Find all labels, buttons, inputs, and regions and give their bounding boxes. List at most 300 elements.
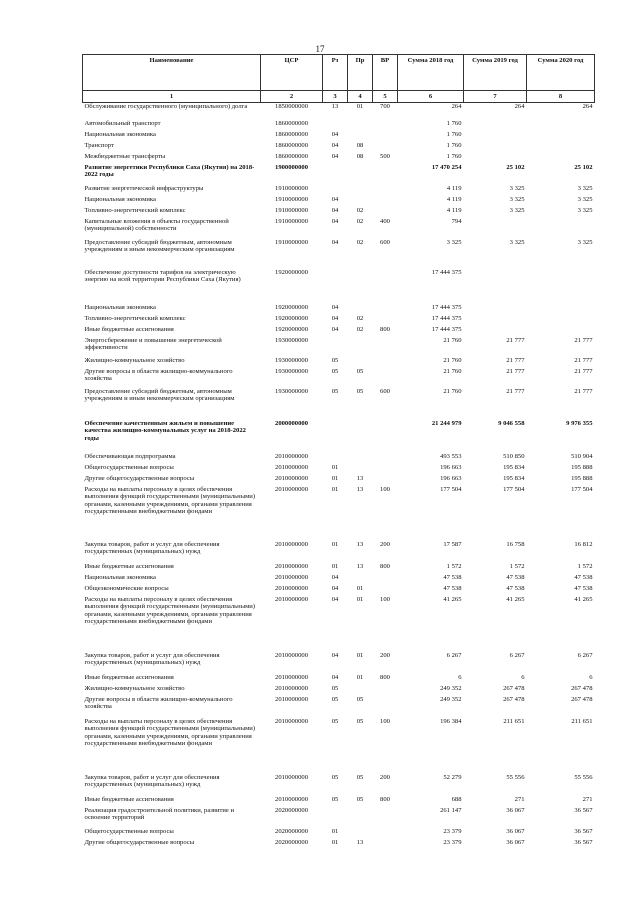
row-sum-2020: 47 538 [574,584,593,592]
table-row [83,453,595,464]
row-sum-2018: 21 760 [443,387,462,395]
row-rz: 05 [331,367,339,375]
row-vr [373,196,398,207]
row-sum-2020: 510 904 [571,452,593,460]
row-rz: 01 [331,838,339,846]
row-vr [373,453,398,464]
row-sum-2018: 1 572 [446,562,462,570]
row-pr: 01 [356,584,364,592]
row-sum-2020: 211 651 [571,717,593,725]
row-sum-2019: 264 [514,103,525,110]
table-row [83,807,595,828]
row-csr: 2000000000 [275,419,308,427]
row-csr: 1930000000 [275,356,308,364]
row-csr: 2010000000 [275,695,308,703]
table-row [83,120,595,131]
row-sum-2020: 21 777 [574,336,593,344]
row-sum-2019: 6 267 [509,651,525,659]
row-pr [348,828,373,839]
row-sum-2020: 3 325 [577,195,593,203]
row-sum-2018: 23 379 [443,827,462,835]
row-sum-2020: 36 567 [574,838,593,846]
row-name: Жилищно-коммунальное хозяйство [84,684,185,692]
row-csr: 1920000000 [275,314,308,322]
table-row [83,420,595,453]
row-sum-2019: 41 265 [506,595,525,603]
row-name: Общеэкономические вопросы [84,584,169,592]
row-sum-2019: 6 [521,673,525,681]
table-row [83,828,595,839]
row-rz: 04 [331,595,339,603]
row-name: Другие вопросы в области жилищно-коммунального хозяйства [84,695,233,711]
row-rz: 04 [331,325,339,333]
row-pr: 02 [356,238,364,246]
row-sum-2020 [527,315,595,326]
row-sum-2020: 264 [582,103,593,110]
row-vr [373,142,398,153]
row-sum-2020 [527,153,595,164]
row-sum-2018: 47 538 [443,584,462,592]
row-pr [348,807,373,828]
row-pr [348,453,373,464]
row-csr: 1910000000 [275,184,308,192]
row-name: Иные бюджетные ассигнования [84,325,174,333]
row-sum-2018: 21 760 [443,356,462,364]
row-vr [373,475,398,486]
row-sum-2019: 36 067 [506,827,525,835]
row-rz: 13 [331,103,339,110]
row-vr [373,120,398,131]
row-sum-2019: 21 777 [506,367,525,375]
table-row [83,368,595,388]
row-rz: 05 [331,795,339,803]
row-csr: 2010000000 [275,795,308,803]
row-sum-2018: 1 760 [446,119,462,127]
row-csr: 2020000000 [275,838,308,846]
row-sum-2019: 195 834 [503,463,525,471]
row-sum-2019 [464,269,527,304]
row-sum-2018: 1 760 [446,152,462,160]
row-vr [373,131,398,142]
row-sum-2018: 261 147 [440,806,462,814]
row-rz [323,185,348,196]
row-sum-2019: 3 325 [509,206,525,214]
row-sum-2018: 52 279 [443,773,462,781]
row-sum-2020 [527,326,595,337]
header-pr: Пр [348,55,373,91]
row-pr [348,685,373,696]
row-sum-2018: 3 325 [446,238,462,246]
row-rz [323,120,348,131]
row-rz [323,807,348,828]
row-csr: 2020000000 [275,806,308,814]
row-sum-2020: 3 325 [577,184,593,192]
row-csr: 2010000000 [275,595,308,603]
row-rz: 05 [331,387,339,395]
row-rz: 05 [331,717,339,725]
row-name: Закупка товаров, работ и услуг для обеспечения государственных (муниципальных) нужд [84,773,220,789]
row-csr: 2010000000 [275,485,308,493]
row-sum-2018: 23 379 [443,838,462,846]
row-pr [348,337,373,357]
row-rz: 05 [331,356,339,364]
row-csr: 1920000000 [275,325,308,333]
row-sum-2020: 6 267 [577,651,593,659]
row-sum-2019: 36 067 [506,806,525,814]
row-rz: 05 [331,695,339,703]
row-rz: 04 [331,217,339,225]
row-sum-2020 [527,120,595,131]
row-vr [373,185,398,196]
row-sum-2019: 47 538 [506,584,525,592]
table-row [83,207,595,218]
row-rz: 04 [331,573,339,581]
row-sum-2018: 196 663 [440,463,462,471]
row-name: Национальная экономика [84,195,156,203]
table-row [83,218,595,239]
row-name: Предоставление субсидий бюджетным, автономным учреждениям и иным некоммерческим организациям [84,387,235,403]
row-rz: 04 [331,584,339,592]
table-row [83,563,595,574]
row-pr: 01 [356,651,364,659]
row-csr: 2010000000 [275,673,308,681]
row-name: Межбюджетные трансферты [84,152,166,160]
row-rz: 01 [331,562,339,570]
row-rz: 04 [331,651,339,659]
row-sum-2018: 249 352 [440,684,462,692]
row-csr: 2010000000 [275,584,308,592]
table-row [83,774,595,796]
table-row [83,839,595,850]
row-rz: 04 [331,141,339,149]
row-rz: 01 [331,540,339,548]
row-sum-2020: 271 [582,795,593,803]
row-sum-2018: 17 587 [443,540,462,548]
row-name: Расходы на выплаты персоналу в целях обеспечения выполнения функций государственными (муниципальными) органами, казенными учреждениями, органами управления государственными внебюджетными фондами [84,485,256,516]
row-sum-2019: 47 538 [506,573,525,581]
row-csr: 1930000000 [275,367,308,375]
row-rz [323,420,348,453]
header-rz: Рз [323,55,348,91]
row-sum-2018: 493 553 [440,452,462,460]
row-csr: 2010000000 [275,463,308,471]
row-rz: 04 [331,152,339,160]
row-sum-2019 [464,218,527,239]
row-name: Обеспечение доступности тарифов на электрическую энергию на всей территории Республики Саха (Якутия) [84,268,241,284]
row-vr [373,357,398,368]
row-vr [373,464,398,475]
row-sum-2020: 25 102 [574,163,593,171]
row-sum-2020: 195 888 [571,474,593,482]
row-sum-2019: 21 777 [506,336,525,344]
row-name: Топливно-энергетический комплекс [84,206,186,214]
row-name: Другие общегосударственные вопросы [84,838,195,846]
table-row [83,585,595,596]
row-sum-2019: 3 325 [509,184,525,192]
row-sum-2019 [464,120,527,131]
row-rz: 04 [331,130,339,138]
row-csr: 2010000000 [275,573,308,581]
row-pr: 05 [356,367,364,375]
row-csr: 2010000000 [275,452,308,460]
row-sum-2019: 267 478 [503,695,525,703]
row-sum-2020: 21 777 [574,387,593,395]
row-rz: 01 [331,485,339,493]
row-sum-2020: 36 567 [574,827,593,835]
table-row [83,674,595,685]
table-row [83,541,595,563]
row-vr [373,269,398,304]
row-sum-2020: 1 572 [577,562,593,570]
row-sum-2019: 25 102 [506,163,525,171]
row-pr: 13 [356,474,364,482]
row-name: Иные бюджетные ассигнования [84,795,174,803]
row-sum-2019 [464,326,527,337]
row-sum-2018: 196 384 [440,717,462,725]
table-row [83,796,595,807]
row-pr [348,196,373,207]
row-sum-2018: 17 444 375 [431,314,462,322]
row-pr: 02 [356,325,364,333]
row-sum-2019: 267 478 [503,684,525,692]
row-vr [373,164,398,185]
row-name: Закупка товаров, работ и услуг для обеспечения государственных (муниципальных) нужд [84,540,220,556]
row-csr: 1910000000 [275,238,308,246]
table-row [83,475,595,486]
row-vr: 600 [380,238,390,246]
row-csr: 1850000000 [275,103,308,110]
row-vr: 700 [380,103,390,110]
row-vr [373,839,398,850]
header-sum-2020: Сумма 2020 год [527,55,595,91]
table-row [83,153,595,164]
row-name: Капитальные вложения в объекты государственной (муниципальной) собственности [84,217,229,233]
row-vr: 200 [380,540,390,548]
row-sum-2019 [464,131,527,142]
row-pr [348,574,373,585]
row-vr [373,685,398,696]
row-sum-2020 [527,218,595,239]
row-vr [373,585,398,596]
row-name: Энергосбережение и повышение энергетической эффективности [84,336,222,352]
row-pr: 05 [356,795,364,803]
row-sum-2019: 1 572 [509,562,525,570]
row-name: Национальная экономика [84,130,156,138]
row-pr: 13 [356,562,364,570]
row-name: Общегосударственные вопросы [84,463,174,471]
header-csr: ЦСР [261,55,323,91]
row-csr: 2020000000 [275,827,308,835]
row-rz [323,164,348,185]
table-row [83,269,595,304]
row-rz: 04 [331,673,339,681]
row-csr: 1930000000 [275,336,308,344]
table-row [83,164,595,185]
row-pr: 13 [356,540,364,548]
row-sum-2019: 510 850 [503,452,525,460]
table-row [83,718,595,774]
column-number: 6 [398,91,464,103]
row-pr: 13 [356,485,364,493]
budget-table-container [82,54,594,850]
row-sum-2020: 9 976 355 [566,419,593,427]
row-sum-2020: 16 812 [574,540,593,548]
row-sum-2018: 47 538 [443,573,462,581]
row-rz: 04 [331,206,339,214]
row-pr: 05 [356,717,364,725]
row-csr: 2010000000 [275,773,308,781]
row-sum-2018: 688 [451,795,462,803]
row-name: Национальная экономика [84,303,156,311]
row-sum-2019: 16 758 [506,540,525,548]
row-rz [323,337,348,357]
row-sum-2019: 55 556 [506,773,525,781]
row-vr [373,420,398,453]
row-sum-2019: 3 325 [509,238,525,246]
row-csr: 1930000000 [275,387,308,395]
row-vr: 100 [380,717,390,725]
row-sum-2018: 6 267 [446,651,462,659]
row-vr: 100 [380,595,390,603]
row-csr: 2010000000 [275,540,308,548]
row-name: Развитие энергетической инфраструктуры [84,184,204,192]
row-vr: 200 [380,773,390,781]
row-rz: 05 [331,684,339,692]
row-sum-2020: 267 478 [571,695,593,703]
row-sum-2019 [464,142,527,153]
column-number-row [83,91,595,103]
row-pr [348,120,373,131]
table-row [83,357,595,368]
row-csr: 1900000000 [275,163,308,171]
row-vr: 600 [380,387,390,395]
row-sum-2018: 4 119 [446,184,462,192]
row-sum-2020: 3 325 [577,238,593,246]
table-row [83,388,595,420]
header-vr: ВР [373,55,398,91]
row-name: Расходы на выплаты персоналу в целях обеспечения выполнения функций государственными (муниципальными) органами, казенными учреждениями, органами управления государственными внебюджетными фондами [84,595,256,626]
table-row [83,131,595,142]
row-pr: 02 [356,217,364,225]
table-row [83,239,595,269]
row-pr: 05 [356,695,364,703]
row-sum-2018: 794 [451,217,462,225]
table-row [83,142,595,153]
row-pr [348,269,373,304]
row-name: Топливно-энергетический комплекс [84,314,186,322]
row-name: Обслуживание государственного (муниципального) долга [84,103,248,110]
row-sum-2020 [527,304,595,315]
header-row [83,55,595,91]
row-vr: 200 [380,651,390,659]
row-vr: 500 [380,152,390,160]
row-csr: 1860000000 [275,119,308,127]
row-sum-2018: 17 470 254 [431,163,462,171]
row-vr: 800 [380,795,390,803]
row-sum-2019: 211 651 [503,717,525,725]
row-pr [348,185,373,196]
row-pr [348,131,373,142]
row-name: Жилищно-коммунальное хозяйство [84,356,185,364]
row-name: Обеспечение качественным жильем и повышение качества жилищно-коммунальных услуг на 2018-2022 годы [84,419,246,442]
row-rz: 01 [331,827,339,835]
row-sum-2019: 177 504 [503,485,525,493]
row-sum-2018: 249 352 [440,695,462,703]
page-number: 17 [315,44,325,54]
row-sum-2018: 1 760 [446,141,462,149]
row-pr: 01 [356,673,364,681]
table-row [83,596,595,652]
row-sum-2020 [527,269,595,304]
table-row [83,185,595,196]
row-name: Реализация градостроительной политики, развитие и освоение территорий [84,806,235,822]
row-pr [348,464,373,475]
table-body [83,103,595,850]
column-number: 3 [323,91,348,103]
column-number: 7 [464,91,527,103]
row-sum-2018: 17 444 375 [431,303,462,311]
row-pr [348,164,373,185]
row-sum-2019 [464,153,527,164]
row-pr: 02 [356,314,364,322]
row-sum-2019: 36 067 [506,838,525,846]
table-row [83,696,595,718]
row-sum-2020: 41 265 [574,595,593,603]
row-sum-2019 [464,315,527,326]
row-sum-2018: 17 444 375 [431,325,462,333]
row-name: Общегосударственные вопросы [84,827,174,835]
row-sum-2019: 271 [514,795,525,803]
row-sum-2018: 21 760 [443,367,462,375]
header-sum-2018: Сумма 2018 год [398,55,464,91]
table-row [83,574,595,585]
row-sum-2020: 47 538 [574,573,593,581]
row-pr: 05 [356,773,364,781]
row-vr [373,304,398,315]
row-rz: 01 [331,474,339,482]
row-pr: 08 [356,152,364,160]
table-row [83,652,595,674]
row-csr: 2010000000 [275,651,308,659]
row-rz: 01 [331,463,339,471]
row-vr [373,828,398,839]
row-pr [348,304,373,315]
row-pr [348,420,373,453]
row-vr [373,368,398,388]
budget-table [82,54,595,850]
column-number: 2 [261,91,323,103]
row-csr: 2010000000 [275,717,308,725]
row-sum-2020: 267 478 [571,684,593,692]
row-csr: 2010000000 [275,474,308,482]
table-row [83,196,595,207]
row-csr: 1860000000 [275,152,308,160]
column-number: 4 [348,91,373,103]
row-rz: 05 [331,773,339,781]
row-sum-2019 [464,304,527,315]
row-sum-2020 [527,131,595,142]
row-vr [373,315,398,326]
row-sum-2020: 21 777 [574,356,593,364]
row-csr: 2010000000 [275,562,308,570]
row-sum-2019: 9 046 558 [498,419,525,427]
row-csr: 2010000000 [275,684,308,692]
row-rz: 04 [331,195,339,203]
row-rz [323,269,348,304]
row-sum-2018: 21 760 [443,336,462,344]
row-pr: 05 [356,387,364,395]
row-pr: 08 [356,141,364,149]
